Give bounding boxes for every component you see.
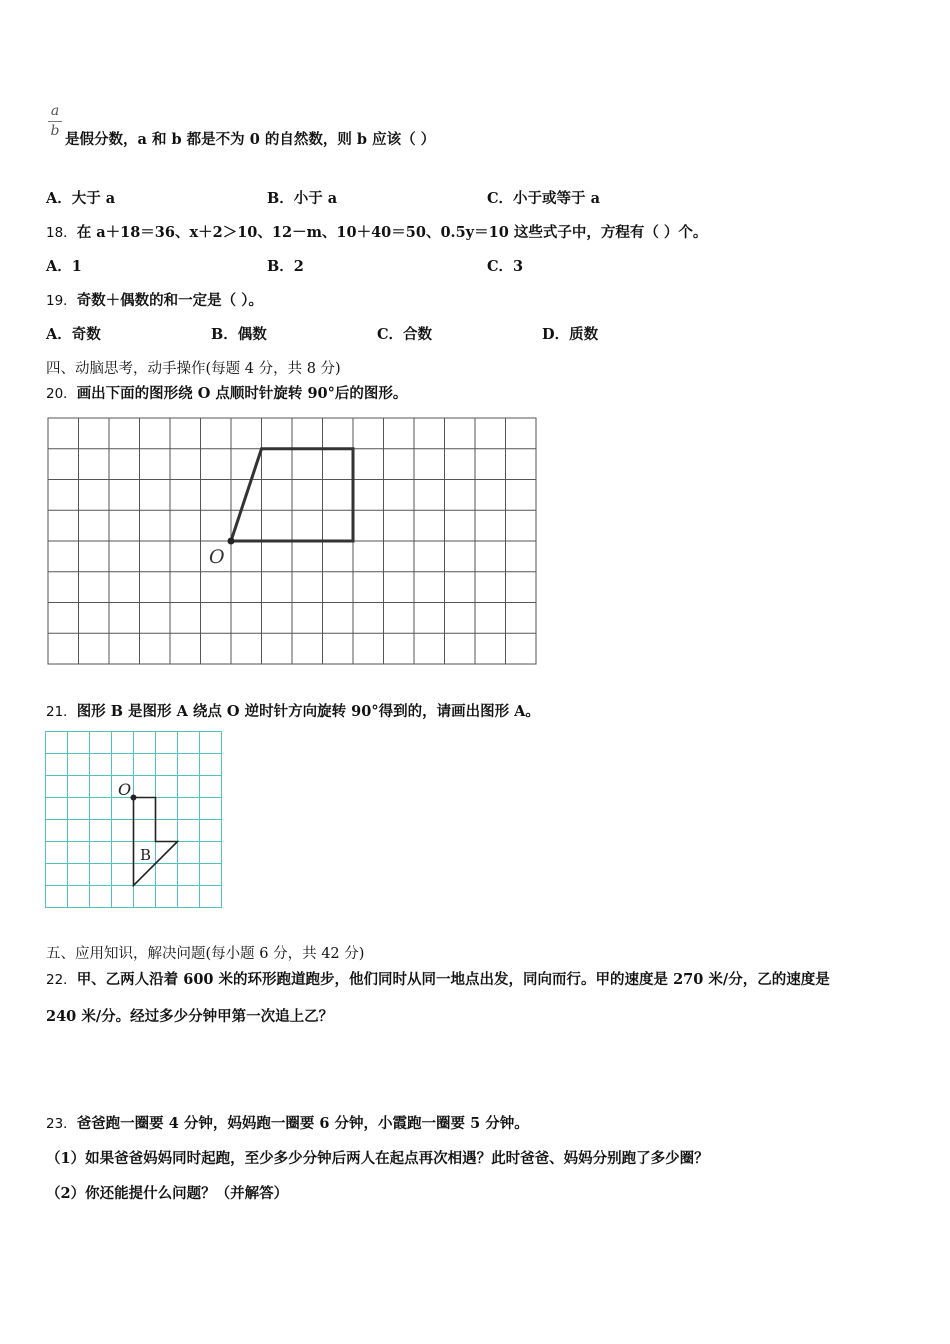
fraction-numerator: a — [50, 103, 60, 119]
q17-stem: 是假分数，a 和 b 都是不为 0 的自然数，则 b 应该（ ） — [65, 131, 436, 148]
q23-sub-question-2: （2）你还能提什么问题？（并解答） — [46, 1185, 289, 1202]
q22-stem-line-1: 甲、乙两人沿着 600 米的环形跑道跑步，他们同时从同一地点出发，同向而行。甲的速度是 270 米/分，乙的速度是 — [76, 971, 830, 988]
q21-shape-b-label: B — [140, 846, 152, 864]
q23-stem: 爸爸跑一圈要 4 分钟，妈妈跑一圈要 6 分钟，小霞跑一圈要 5 分钟。 — [76, 1115, 529, 1132]
q18-option-a: A．1 — [46, 258, 82, 275]
q20-grid-figure — [46, 416, 538, 666]
q21-point-o — [131, 795, 137, 801]
q23-sub-question-1: （1）如果爸爸妈妈同时起跑，至少多少分钟后两人在起点再次相遇？此时爸爸、妈妈分别跑了多少圈？ — [46, 1150, 709, 1167]
q18-option-c: C．3 — [487, 258, 524, 275]
q19-option-d: D．质数 — [542, 326, 599, 343]
fraction-bar — [48, 121, 62, 122]
q19-option-a: A．奇数 — [46, 326, 101, 343]
q20-number: 20． — [46, 386, 77, 402]
q19-stem: 奇数＋偶数的和一定是（ ）。 — [76, 292, 263, 309]
q22-line-1 — [46, 968, 830, 989]
q21-grid-figure — [44, 730, 224, 910]
q19-line — [46, 289, 263, 310]
q19-number: 19． — [46, 293, 77, 309]
q23-number: 23． — [46, 1116, 77, 1132]
q21-stem: 图形 B 是图形 A 绕点 O 逆时针方向旋转 90°得到的，请画出图形 A。 — [76, 703, 540, 720]
q19-option-b: B．偶数 — [211, 326, 267, 343]
q17-option-c: C．小于或等于 a — [487, 190, 600, 207]
q17-option-b: B．小于 a — [267, 190, 338, 207]
fraction-a-over-b — [48, 104, 62, 138]
section-4-heading: 四、动脑思考，动手操作(每题 4 分，共 8 分) — [46, 361, 341, 377]
q21-line — [46, 700, 540, 721]
q20-point-o — [228, 538, 235, 545]
fraction-denominator: b — [50, 123, 60, 139]
q18-number: 18． — [46, 225, 77, 241]
q18-stem: 在 a＋18＝36、x＋2＞10、12－m、10＋40＝50、0.5y＝10 这些式子中，方程有（ ）个。 — [76, 224, 708, 241]
q20-stem: 画出下面的图形绕 O 点顺时针旋转 90°后的图形。 — [76, 385, 408, 402]
q18-option-b: B．2 — [267, 258, 304, 275]
q22-stem-line-2: 240 米/分。经过多少分钟甲第一次追上乙？ — [46, 1008, 334, 1025]
section-5-heading: 五、应用知识，解决问题(每小题 6 分，共 42 分) — [46, 946, 365, 962]
q22-number: 22． — [46, 972, 77, 988]
q21-number: 21． — [46, 704, 77, 720]
q20-line — [46, 382, 407, 403]
q20-point-o-label: O — [209, 546, 225, 568]
q21-point-o-label: O — [118, 780, 132, 799]
q19-option-c: C．合数 — [377, 326, 433, 343]
q18-line — [46, 221, 707, 242]
q17-option-a: A．大于 a — [46, 190, 116, 207]
q23-line — [46, 1112, 529, 1133]
